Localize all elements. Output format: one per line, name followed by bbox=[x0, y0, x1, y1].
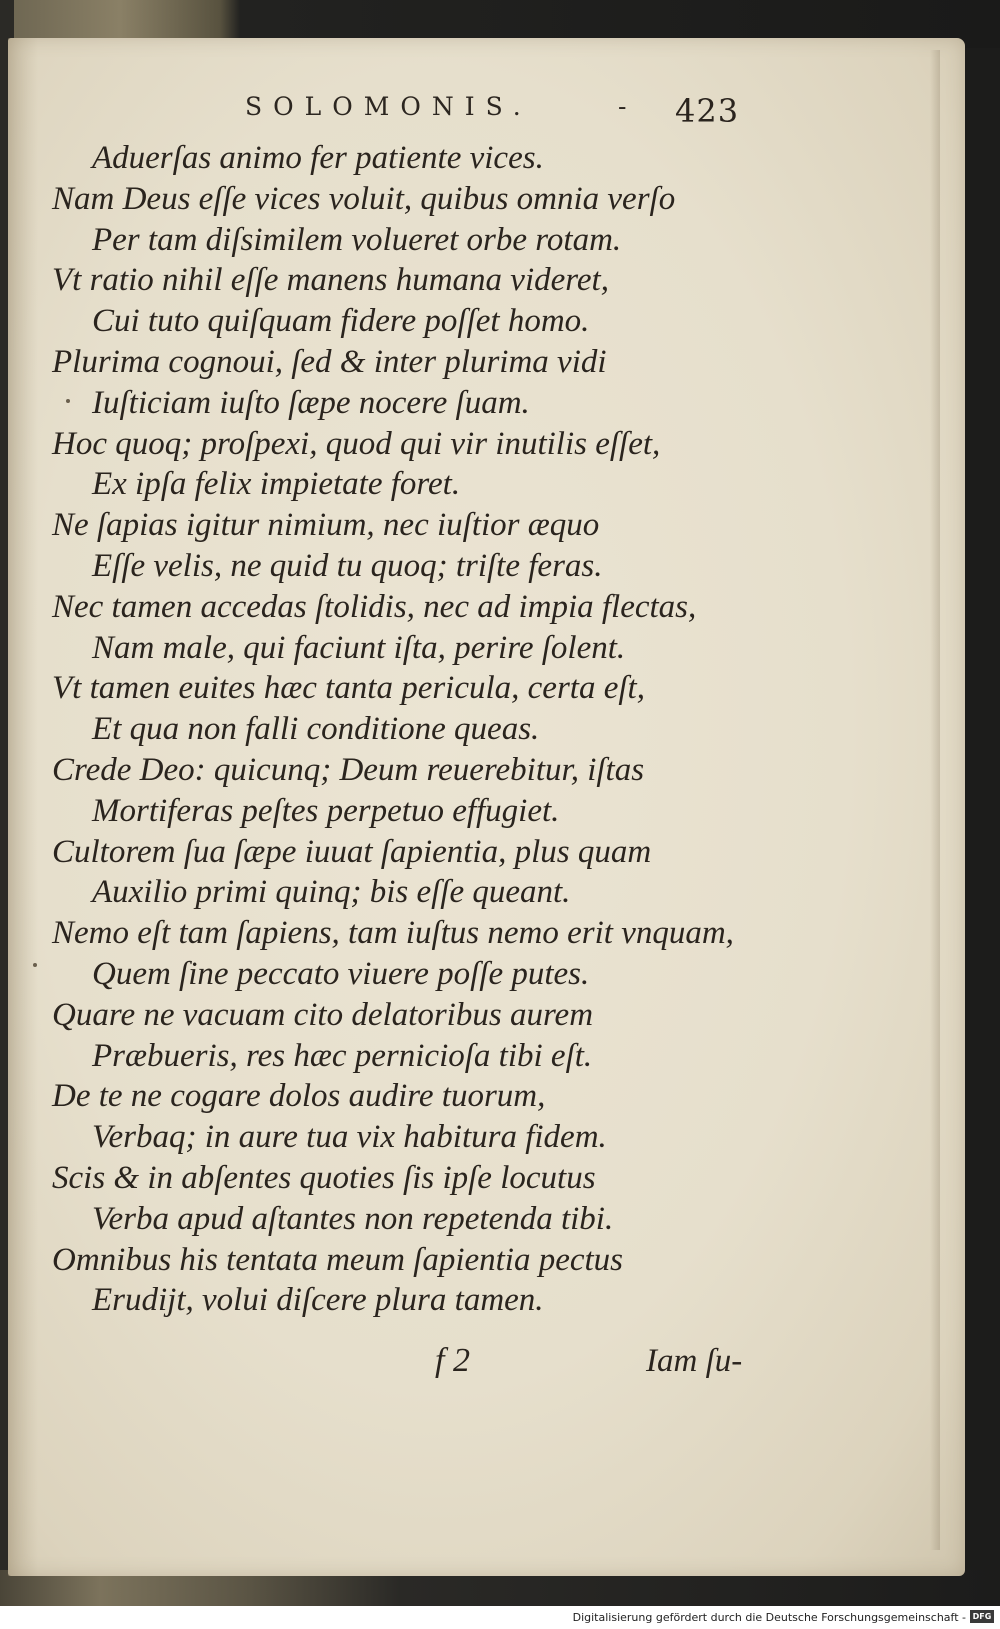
verse-line-hexameter: Vt tamen euites hæc tanta pericula, certa eſt, bbox=[52, 670, 645, 707]
margin-mark bbox=[33, 963, 37, 967]
footer-credit: Digitalisierung gefördert durch die Deutsche Forschungsgemeinschaft - bbox=[572, 1611, 966, 1624]
verse-line-hexameter: Quare ne vacuam cito delatoribus aurem bbox=[52, 996, 594, 1033]
catchword: Iam ſu- bbox=[646, 1343, 743, 1379]
dfg-logo: DFG bbox=[970, 1610, 994, 1623]
page-gutter-shadow bbox=[8, 38, 38, 1576]
verse-line-pentameter: Nam male, qui faciunt iſta, perire ſolent. bbox=[92, 629, 626, 666]
verse-line-pentameter: Auxilio primi quinq; bis eſſe queant. bbox=[92, 874, 571, 911]
verse-line-hexameter: Vt ratio nihil eſſe manens humana videret, bbox=[52, 262, 609, 299]
verse-line-pentameter: Mortiferas peſtes perpetuo effugiet. bbox=[92, 792, 560, 829]
verse-line-pentameter: Verba apud aſtantes non repetenda tibi. bbox=[92, 1200, 614, 1237]
verse-line-hexameter: De te ne cogare dolos audire tuorum, bbox=[52, 1078, 546, 1115]
verse-line-hexameter: Nam Deus eſſe vices voluit, quibus omnia verſo bbox=[52, 180, 676, 217]
verse-line-hexameter: Crede Deo: quicunq; Deum reuerebitur, iſtas bbox=[52, 752, 645, 788]
verse-line-pentameter: Eſſe velis, ne quid tu quoq; triſte feras. bbox=[92, 548, 603, 584]
verse-line-hexameter: Ne ſapias igitur nimium, nec iuſtior æquo bbox=[52, 507, 600, 544]
verse-line-pentameter: Erudijt, volui diſcere plura tamen. bbox=[92, 1282, 544, 1319]
signature-mark: f 2 bbox=[435, 1342, 470, 1379]
verse-line-hexameter: Scis & in abſentes quoties ſis ipſe locutus bbox=[52, 1160, 596, 1196]
verse-line-pentameter: Et qua non falli conditione queas. bbox=[92, 711, 540, 748]
margin-mark bbox=[66, 399, 70, 403]
verse-line-pentameter: Aduerſas animo fer patiente vices. bbox=[92, 140, 544, 176]
page-number: 423 bbox=[675, 92, 740, 130]
verse-line-hexameter: Hoc quoq; proſpexi, quod qui vir inutilis eſſet, bbox=[52, 425, 661, 462]
verse-line-hexameter: Cultorem ſua ſæpe iuuat ſapientia, plus quam bbox=[52, 833, 652, 870]
verse-line-pentameter: Ex ipſa felix impietate foret. bbox=[92, 466, 461, 503]
verse-line-pentameter: Verbaq; in aure tua vix habitura fidem. bbox=[92, 1119, 607, 1156]
running-title: SOLOMONIS. bbox=[245, 92, 532, 121]
verse-line-hexameter: Nemo eſt tam ſapiens, tam iuſtus nemo erit vnquam, bbox=[52, 915, 734, 952]
verse-line-pentameter: Iuſticiam iuſto ſæpe nocere ſuam. bbox=[92, 384, 530, 421]
verse-line-pentameter: Quem ſine peccato viuere poſſe putes. bbox=[92, 956, 590, 992]
verse-line-hexameter: Omnibus his tentata meum ſapientia pectus bbox=[52, 1241, 624, 1278]
verse-line-pentameter: Præbueris, res hæc pernicioſa tibi eſt. bbox=[92, 1037, 593, 1074]
page-edge-shadow bbox=[930, 50, 940, 1550]
verse-line-pentameter: Cui tuto quiſquam fidere poſſet homo. bbox=[92, 303, 590, 340]
verse-line-hexameter: Nec tamen accedas ſtolidis, nec ad impia flectas, bbox=[52, 588, 697, 625]
running-title-dash: - bbox=[618, 92, 627, 121]
verse-line-hexameter: Plurima cognoui, ſed & inter plurima vidi bbox=[52, 344, 607, 380]
verse-line-pentameter: Per tam diſsimilem volueret orbe rotam. bbox=[92, 221, 622, 258]
